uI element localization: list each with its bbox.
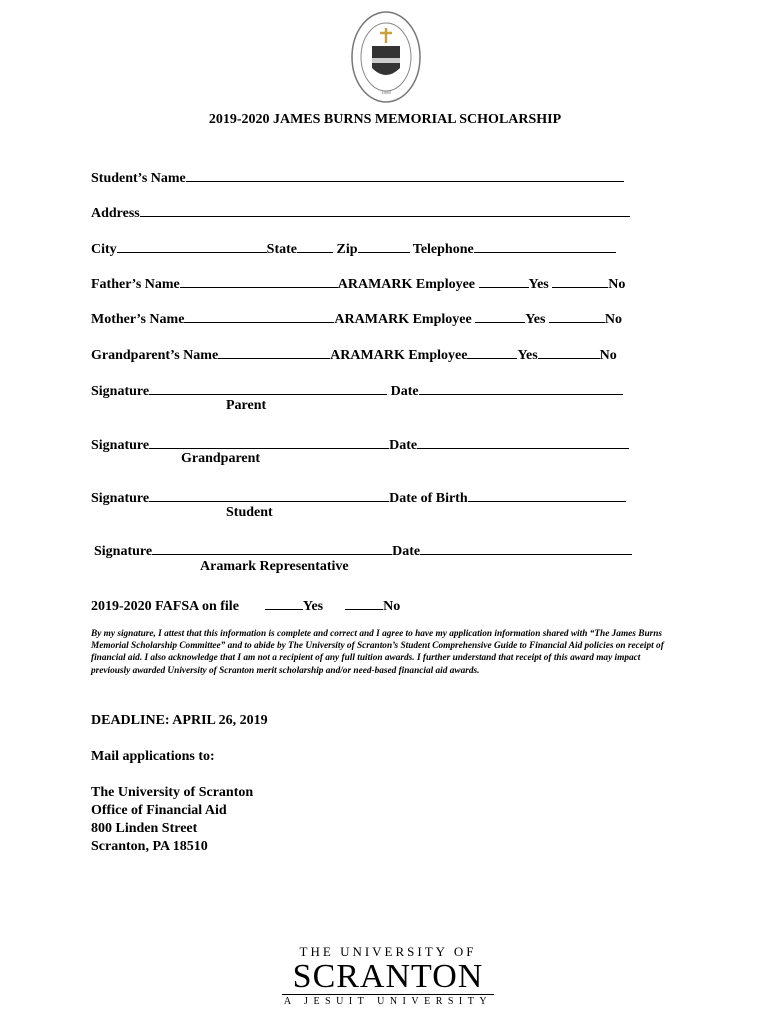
fafsa-yes-field[interactable] bbox=[265, 595, 303, 610]
fafsa-row bbox=[91, 595, 400, 615]
date-of-birth-field[interactable] bbox=[468, 487, 626, 502]
grandparents-name-label: Grandparent’s Name bbox=[91, 348, 219, 363]
aramark-rep-caption: Aramark Representative bbox=[200, 559, 349, 574]
mothers-no-field[interactable] bbox=[549, 308, 605, 323]
fafsa-no-field[interactable] bbox=[345, 595, 383, 610]
aramark-employee-label: ARAMARK Employee bbox=[337, 277, 476, 292]
fathers-name-label: Father’s Name bbox=[91, 277, 180, 292]
telephone-label: Telephone bbox=[412, 242, 474, 257]
logo-line1: THE UNIVERSITY OF bbox=[299, 944, 477, 959]
student-signature-field[interactable] bbox=[149, 487, 389, 502]
date-label: Date bbox=[389, 438, 418, 453]
city-row bbox=[91, 238, 616, 258]
fathers-name-field[interactable] bbox=[180, 273, 338, 288]
mothers-name-row bbox=[91, 308, 622, 328]
grandparent-signature-field[interactable] bbox=[149, 434, 389, 449]
state-label: State bbox=[266, 242, 297, 257]
address-field[interactable] bbox=[140, 202, 630, 217]
aramark-date-field[interactable] bbox=[420, 540, 632, 555]
form-title: 2019-2020 JAMES BURNS MEMORIAL SCHOLARSHIP bbox=[208, 112, 562, 127]
city-label: City bbox=[91, 242, 117, 257]
grandparents-yes-field[interactable] bbox=[467, 344, 517, 359]
mailing-address bbox=[91, 784, 253, 856]
grandparents-no-field[interactable] bbox=[538, 344, 600, 359]
parent-caption: Parent bbox=[226, 398, 267, 413]
address-label: Address bbox=[91, 206, 140, 221]
aramark-signature-field[interactable] bbox=[152, 540, 392, 555]
students-name-label: Student’s Name bbox=[91, 171, 186, 186]
aramark-employee-label: ARAMARK Employee bbox=[330, 348, 468, 363]
fathers-yes-field[interactable] bbox=[479, 273, 529, 288]
parent-signature-field[interactable] bbox=[149, 380, 387, 395]
signature-label: Signature bbox=[94, 544, 153, 559]
city-field[interactable] bbox=[117, 238, 267, 253]
attestation-text: By my signature, I attest that this information is complete and correct and I agree to have my application information shared with “The James Burns Memorial Scholarship Committee” and to abide by The University of Scranton’s Student Comprehensive Guide to Financial Aid policies on receipt of financial aid. I also acknowledge that I am not a recipient of any full tuition awards. I further understand that receipt of this award may impact previously awarded University of Scranton merit scholarship and/or need-based financial aid awards. bbox=[91, 629, 664, 676]
no-label: No bbox=[608, 277, 626, 292]
yes-label: Yes bbox=[525, 312, 546, 327]
mothers-yes-field[interactable] bbox=[475, 308, 525, 323]
fathers-name-row bbox=[91, 273, 625, 293]
signature-label: Signature bbox=[91, 438, 150, 453]
students-name-field[interactable] bbox=[186, 167, 624, 182]
signature-label: Signature bbox=[91, 491, 150, 506]
student-caption: Student bbox=[226, 505, 273, 520]
grandparent-date-field[interactable] bbox=[417, 434, 629, 449]
fathers-no-field[interactable] bbox=[552, 273, 608, 288]
signature-label: Signature bbox=[91, 384, 150, 399]
mothers-name-label: Mother’s Name bbox=[91, 312, 185, 327]
address-line: Scranton, PA 18510 bbox=[91, 839, 208, 854]
state-field[interactable] bbox=[297, 238, 333, 253]
signature-grandparent-row bbox=[91, 434, 629, 454]
telephone-field[interactable] bbox=[474, 238, 616, 253]
mail-to-label: Mail applications to: bbox=[91, 749, 215, 764]
zip-field[interactable] bbox=[358, 238, 410, 253]
yes-label: Yes bbox=[528, 277, 549, 292]
no-label: No bbox=[599, 348, 617, 363]
address-row bbox=[91, 202, 630, 222]
university-logo bbox=[282, 944, 494, 1007]
address-line: Office of Financial Aid bbox=[91, 803, 227, 818]
grandparent-caption: Grandparent bbox=[181, 451, 261, 466]
aramark-employee-label: ARAMARK Employee bbox=[334, 312, 472, 327]
date-label: Date bbox=[392, 544, 421, 559]
students-name-row bbox=[91, 167, 624, 187]
yes-label: Yes bbox=[517, 348, 538, 363]
date-label: Date bbox=[390, 384, 419, 399]
yes-label: Yes bbox=[302, 599, 324, 614]
no-label: No bbox=[604, 312, 623, 327]
signature-aramark-row bbox=[94, 540, 632, 560]
signature-parent-row bbox=[91, 380, 623, 400]
address-line: 800 Linden Street bbox=[91, 821, 198, 836]
no-label: No bbox=[383, 599, 401, 614]
grandparents-name-field[interactable] bbox=[218, 344, 330, 359]
grandparents-name-row bbox=[91, 344, 617, 364]
address-line: The University of Scranton bbox=[91, 785, 254, 800]
deadline: DEADLINE: APRIL 26, 2019 bbox=[91, 713, 268, 728]
mothers-name-field[interactable] bbox=[184, 308, 334, 323]
signature-student-row bbox=[91, 487, 626, 507]
date-of-birth-label: Date of Birth bbox=[389, 491, 468, 506]
logo-line3: A JESUIT UNIVERSITY bbox=[283, 996, 493, 1007]
parent-date-field[interactable] bbox=[419, 380, 623, 395]
zip-label: Zip bbox=[336, 242, 358, 257]
fafsa-label: 2019-2020 FAFSA on file bbox=[91, 599, 239, 614]
logo-line2: SCRANTON bbox=[292, 958, 484, 995]
university-seal bbox=[350, 10, 422, 104]
svg-text:1888: 1888 bbox=[381, 91, 391, 96]
